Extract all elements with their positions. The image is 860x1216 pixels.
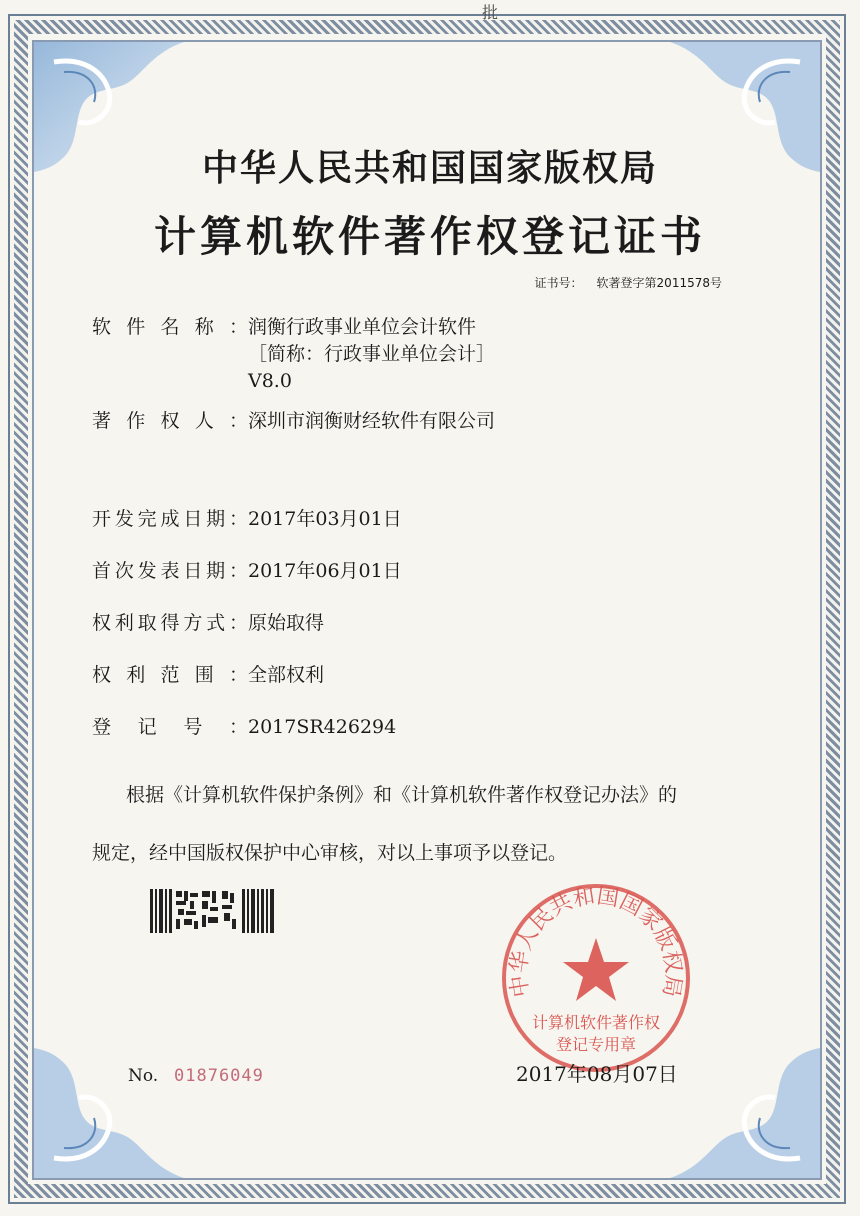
handwritten-mark: 批 (482, 3, 499, 22)
software-name-value (248, 314, 495, 395)
official-seal (498, 880, 694, 1076)
field-pub-date (92, 558, 402, 585)
issuing-authority: 中华人民共和国国家版权局 (201, 148, 658, 189)
qr-barcode (150, 889, 276, 933)
acquire-label: 权利取得方式： (92, 612, 248, 634)
dev-date-label: 开发完成日期： (92, 508, 248, 530)
statement-line-1: 根据《计算机软件保护条例》和《计算机软件著作权登记办法》的 (126, 784, 678, 806)
serial-label: No. (128, 1066, 159, 1086)
owner-label: 著作权人： (92, 410, 248, 432)
acquire-value: 原始取得 (248, 612, 325, 634)
software-name-label: 软件名称： (92, 316, 248, 338)
statement-line-2: 规定，经中国版权保护中心审核，对以上事项予以登记。 (92, 842, 568, 864)
field-software-name (92, 314, 495, 395)
certificate-number-value: 软著登字第2011578号 (596, 276, 722, 290)
field-reg-number (92, 714, 396, 741)
certificate-title: 计算机软件著作权登记证书 (153, 212, 706, 261)
field-scope (92, 662, 324, 689)
dev-date-value: 2017年03月01日 (248, 508, 402, 530)
field-owner (92, 408, 495, 435)
serial-number: 01876049 (174, 1066, 264, 1086)
reg-no-value: 2017SR426294 (248, 716, 397, 738)
software-name-line: V8.0 (248, 370, 292, 392)
seal-line-2: 登记专用章 (555, 1035, 636, 1054)
reg-no-label: 登记号： (92, 716, 248, 738)
corner-ornament-bottom-left (34, 1048, 184, 1178)
software-name-line: 润衡行政事业单位会计软件 (248, 316, 477, 338)
certificate-number-label: 证书号： (534, 276, 583, 290)
scope-value: 全部权利 (248, 664, 325, 686)
owner-value: 深圳市润衡财经软件有限公司 (248, 410, 496, 432)
field-dev-date (92, 506, 402, 533)
issue-date: 2017年08月07日 (516, 1062, 678, 1086)
seal-line-1: 计算机软件著作权 (531, 1013, 660, 1032)
field-acquire-method (92, 610, 324, 637)
software-name-line: ［简称：行政事业单位会计］ (248, 343, 496, 365)
scope-label: 权利范围： (92, 664, 248, 686)
pub-date-label: 首次发表日期： (92, 560, 248, 582)
seal-ring-text: 中华人民共和国国家版权局 (506, 883, 686, 999)
certificate-number (521, 274, 722, 291)
pub-date-value: 2017年06月01日 (248, 560, 402, 582)
